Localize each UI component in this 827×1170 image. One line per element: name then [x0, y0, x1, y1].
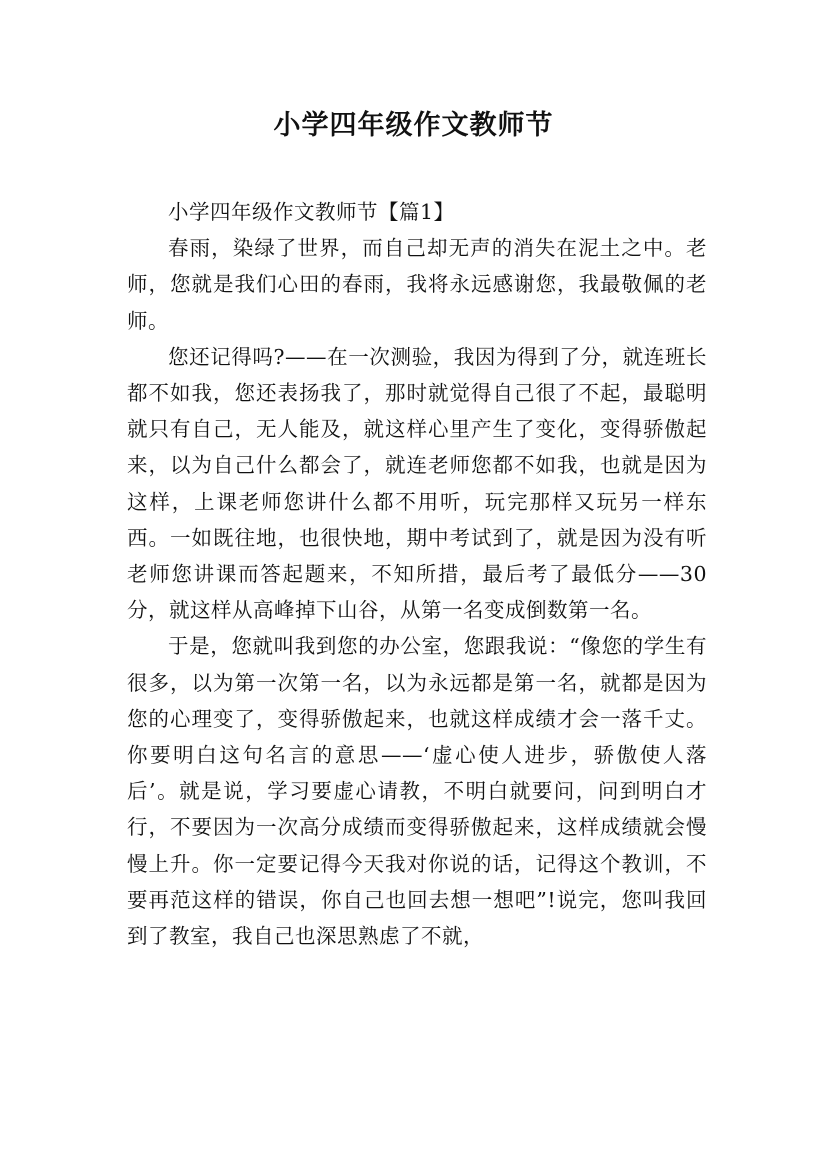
document-title: 小学四年级作文教师节 — [273, 110, 554, 141]
document-body — [127, 194, 707, 954]
paragraph-3: 于是，您就叫我到您的办公室，您跟我说：“像您的学生有很多，以为第一次第一名，以为永远都是第一名，就都是因为您的心理变了，变得骄傲起来，也就这样成绩才会一落千丈。你要明白这句名言的意思——‘虚心使人进步，骄傲使人落后’。就是说，学习要虚心请教，不明白就要问，问到明白才行，不要因为一次高分成绩而变得骄傲起来，这样成绩就会慢慢上升。你一定要记得今天我对你说的话，记得这个教训，不要再范这样的错误，你自己也回去想一想吧”!说完，您叫我回到了教室，我自己也深思熟虑了不就， — [127, 634, 707, 949]
paragraph-2: 您还记得吗?——在一次测验，我因为得到了分，就连班长都不如我，您还表扬我了，那时就觉得自己很了不起，最聪明就只有自己，无人能及，就这样心里产生了变化，变得骄傲起来，以为自己什么都会了，就连老师您都不如我，也就是因为这样，上课老师您讲什么都不用听，玩完那样又玩另一样东西。一如既往地，也很快地，期中考试到了，就是因为没有听老师您讲课而答起题来，不知所措，最后考了最低分——30分，就这样从高峰掉下山谷，从第一名变成倒数第一名。 — [127, 344, 707, 623]
section-heading: 小学四年级作文教师节【篇1】 — [168, 200, 455, 224]
paragraph-1: 春雨，染绿了世界，而自己却无声的消失在泥土之中。老师，您就是我们心田的春雨，我将永远感谢您，我最敬佩的老师。 — [127, 236, 707, 333]
